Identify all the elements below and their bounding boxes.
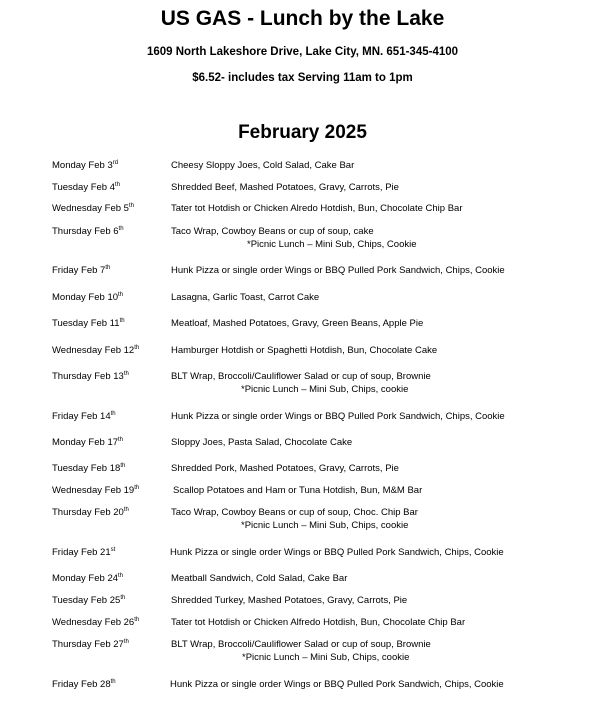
day-suffix: th [110, 679, 116, 685]
day-text: Thursday Feb 20 [52, 507, 124, 518]
day-text: Friday Feb 28 [52, 679, 111, 690]
day-label [52, 410, 116, 423]
day-suffix: th [134, 617, 140, 623]
day-suffix: th [115, 182, 121, 188]
day-label [52, 317, 125, 330]
day-suffix: th [120, 463, 126, 469]
day-text: Monday Feb 17 [52, 437, 119, 448]
picnic-lunch-text: *Picnic Lunch – Mini Sub, Chips, cookie [242, 652, 410, 663]
day-suffix: th [128, 203, 134, 209]
menu-text: Scallop Potatoes and Ham or Tuna Hotdish, Bun, M&M Bar [173, 485, 423, 496]
day-label [52, 506, 129, 519]
day-label [52, 678, 116, 691]
day-label [52, 546, 115, 559]
day-text: Thursday Feb 27 [52, 639, 124, 650]
menu-text: Cheesy Sloppy Joes, Cold Salad, Cake Bar [171, 160, 355, 171]
day-text: Wednesday Feb 19 [52, 485, 135, 496]
menu-text: Tater tot Hotdish or Chicken Alfredo Hotdish, Bun, Chocolate Chip Bar [171, 617, 466, 628]
day-text: Friday Feb 7 [52, 265, 106, 276]
day-text: Wednesday Feb 26 [52, 617, 135, 628]
day-text: Monday Feb 10 [52, 292, 119, 303]
day-suffix: th [120, 595, 126, 601]
day-suffix: th [134, 345, 140, 351]
menu-text: Meatloaf, Mashed Potatoes, Gravy, Green Beans, Apple Pie [171, 318, 424, 329]
day-label [52, 484, 139, 497]
day-suffix: th [118, 292, 124, 298]
day-label [52, 594, 125, 607]
menu-text: Tater tot Hotdish or Chicken Alredo Hotdish, Bun, Chocolate Chip Bar [171, 203, 463, 214]
day-label [52, 225, 124, 238]
day-label [52, 370, 129, 383]
day-text: Tuesday Feb 25 [52, 595, 121, 606]
day-label [52, 572, 123, 585]
day-text: Monday Feb 3 [52, 160, 113, 171]
day-label [52, 264, 110, 277]
menu-text: BLT Wrap, Broccoli/Cauliflower Salad or cup of soup, Brownie [171, 371, 431, 382]
day-label [52, 462, 125, 475]
day-suffix: rd [112, 160, 119, 166]
day-suffix: th [118, 226, 124, 232]
menu-text: Hunk Pizza or single order Wings or BBQ Pulled Pork Sandwich, Chips, Cookie [171, 265, 505, 276]
menu-text: Hamburger Hotdish or Spaghetti Hotdish, Bun, Chocolate Cake [171, 345, 438, 356]
day-text: Monday Feb 24 [52, 573, 119, 584]
day-label [52, 181, 120, 194]
day-text: Wednesday Feb 5 [52, 203, 129, 214]
menu-text: Meatball Sandwich, Cold Salad, Cake Bar [171, 573, 348, 584]
day-label [52, 344, 139, 357]
day-text: Tuesday Feb 18 [52, 463, 121, 474]
day-label [52, 291, 123, 304]
day-text: Tuesday Feb 11 [52, 318, 120, 329]
picnic-lunch-text: *Picnic Lunch – Mini Sub, Chips, Cookie [247, 239, 417, 250]
address-line: 1609 North Lakeshore Drive, Lake City, MN. 651-345-4100 [146, 46, 459, 58]
menu-text: Shredded Pork, Mashed Potatoes, Gravy, Carrots, Pie [171, 463, 399, 474]
day-text: Thursday Feb 6 [52, 226, 119, 237]
day-suffix: th [118, 573, 124, 579]
day-suffix: th [123, 371, 129, 377]
menu-text: Hunk Pizza or single order Wings or BBQ Pulled Pork Sandwich, Chips, Cookie [170, 679, 504, 690]
day-text: Thursday Feb 13 [52, 371, 124, 382]
menu-text: Hunk Pizza or single order Wings or BBQ Pulled Pork Sandwich, Chips, Cookie [170, 547, 504, 558]
day-suffix: th [134, 485, 140, 491]
day-suffix: th [118, 437, 124, 443]
price-line: $6.52- includes tax Serving 11am to 1pm [192, 72, 413, 84]
day-text: Wednesday Feb 12 [52, 345, 135, 356]
menu-text: Sloppy Joes, Pasta Salad, Chocolate Cake [171, 437, 353, 448]
day-label [52, 638, 129, 651]
page-title: US GAS - Lunch by the Lake [160, 7, 445, 30]
day-label [52, 616, 139, 629]
menu-text: Lasagna, Garlic Toast, Carrot Cake [171, 292, 320, 303]
menu-text: Taco Wrap, Cowboy Beans or cup of soup, cake [171, 226, 374, 237]
menu-text: Taco Wrap, Cowboy Beans or cup of soup, Choc. Chip Bar [171, 507, 418, 518]
day-suffix: st [110, 547, 116, 553]
month-heading: February 2025 [238, 122, 367, 143]
day-suffix: th [123, 507, 129, 513]
menu-text: Hunk Pizza or single order Wings or BBQ Pulled Pork Sandwich, Chips, Cookie [171, 411, 505, 422]
menu-text: Shredded Turkey, Mashed Potatoes, Gravy, Carrots, Pie [171, 595, 408, 606]
menu-text: BLT Wrap, Broccoli/Cauliflower Salad or cup of soup, Brownie [171, 639, 431, 650]
day-suffix: th [123, 639, 129, 645]
day-label [52, 159, 118, 172]
day-text: Friday Feb 21 [52, 547, 111, 558]
day-label [52, 436, 123, 449]
picnic-lunch-text: *Picnic Lunch – Mini Sub, Chips, cookie [241, 384, 409, 395]
day-text: Tuesday Feb 4 [52, 182, 116, 193]
picnic-lunch-text: *Picnic Lunch – Mini Sub, Chips, cookie [241, 520, 409, 531]
day-label [52, 202, 134, 215]
day-suffix: th [105, 265, 111, 271]
day-suffix: th [110, 411, 116, 417]
day-suffix: th [119, 318, 125, 324]
menu-text: Shredded Beef, Mashed Potatoes, Gravy, Carrots, Pie [171, 182, 399, 193]
day-text: Friday Feb 14 [52, 411, 111, 422]
